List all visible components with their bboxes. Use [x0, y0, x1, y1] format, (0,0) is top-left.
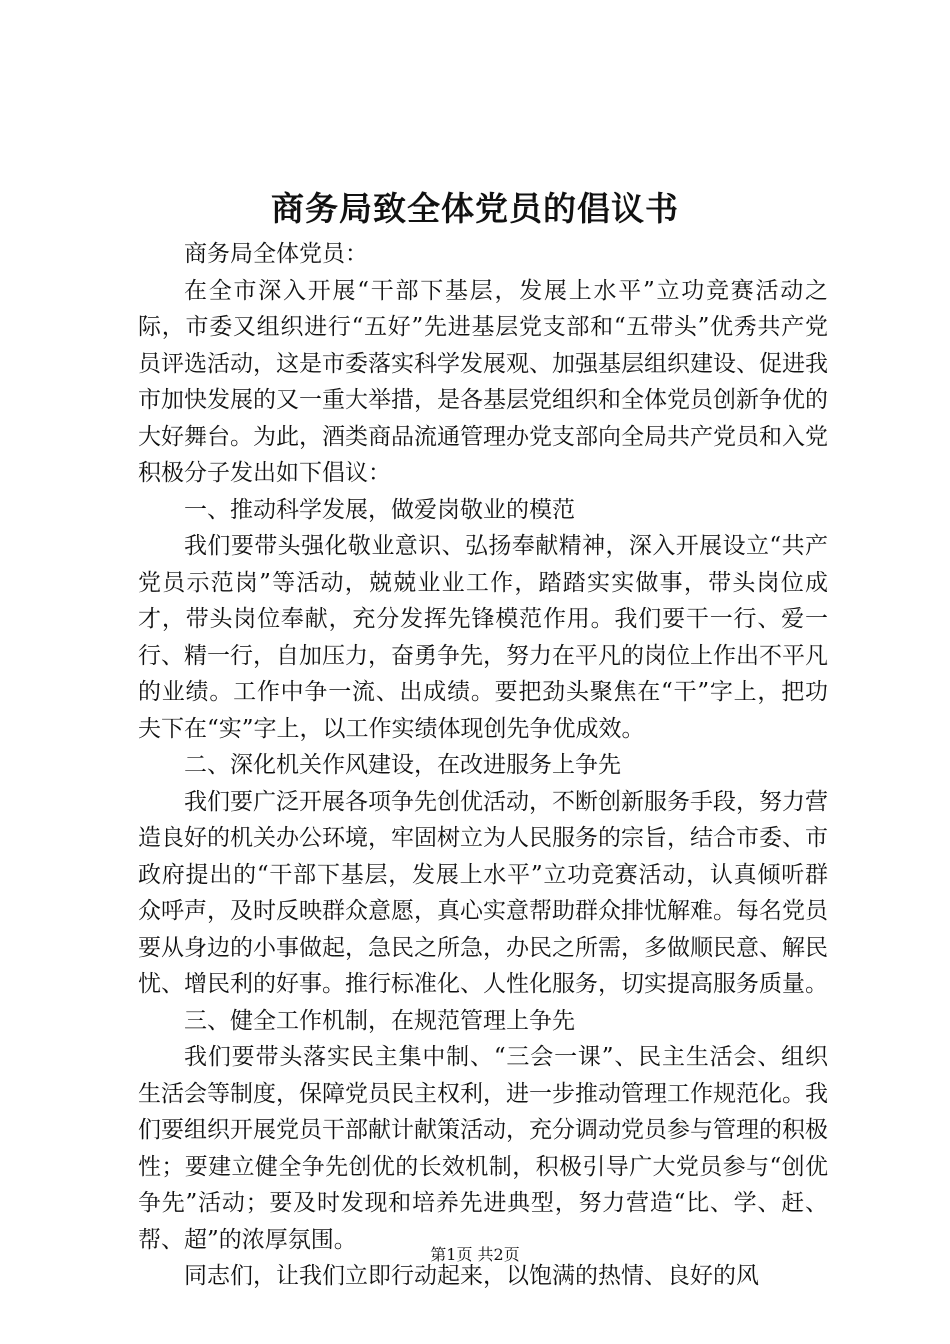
salutation: 商务局全体党员：: [184, 241, 368, 267]
body-paragraph: 我们要带头强化敬业意识、弘扬奉献精神，深入开展设立“共产党员示范岗”等活动，兢兢业业工作，踏踏实实做事，带头岗位成才，带头岗位奉献，充分发挥先锋模范作用。我们要干一行、爱一行、精一行，自加压力，奋勇争先，努力在平凡的岗位上作出不平凡的业绩。工作中争一流、出成绩。要把劲头聚焦在“干”字上，把功夫下在“实”字上，以工作实绩体现创先争优成效。: [138, 533, 828, 742]
body-paragraph: 我们要广泛开展各项争先创优活动，不断创新服务手段，努力营造良好的机关办公环境，牢固树立为人民服务的宗旨，结合市委、市政府提出的“干部下基层，发展上水平”立功竞赛活动，认真倾听群众呼声，及时反映群众意愿，真心实意帮助群众排忧解难。每名党员要从身边的小事做起，急民之所急，办民之所需，多做顺民意、解民忧、增民利的好事。推行标准化、人性化服务，切实提高服务质量。: [138, 788, 828, 997]
document-body: [138, 236, 828, 1295]
body-paragraph: 我们要带头落实民主集中制、“三会一课”、民主生活会、组织生活会等制度，保障党员民主权利，进一步推动管理工作规范化。我们要组织开展党员干部献计献策活动，充分调动党员参与管理的积极性；要建立健全争先创优的长效机制，积极引导广大党员参与“创优争先”活动；要及时发现和培养先进典型，努力营造“比、学、赶、帮、超”的浓厚氛围。: [138, 1044, 828, 1253]
body-paragraph: 同志们，让我们立即行动起来，以饱满的热情、良好的风: [184, 1263, 759, 1289]
document-title: 商务局致全体党员的倡议书: [271, 189, 679, 228]
page-footer: 第1页 共2页: [430, 1245, 520, 1264]
section-heading: 二、深化机关作风建设，在改进服务上争先: [184, 752, 621, 778]
section-heading: 三、健全工作机制，在规范管理上争先: [184, 1007, 575, 1034]
body-paragraph: 在全市深入开展“干部下基层，发展上水平”立功竞赛活动之际，市委又组织进行“五好”先进基层党支部和“五带头”优秀共产党员评选活动，这是市委落实科学发展观、加强基层组织建设、促进我市加快发展的又一重大举措，是各基层党组织和全体党员创新争优的大好舞台。为此，酒类商品流通管理办党支部向全局共产党员和入党积极分子发出如下倡议：: [138, 277, 828, 486]
section-heading: 一、推动科学发展，做爱岗敬业的模范: [184, 496, 575, 523]
